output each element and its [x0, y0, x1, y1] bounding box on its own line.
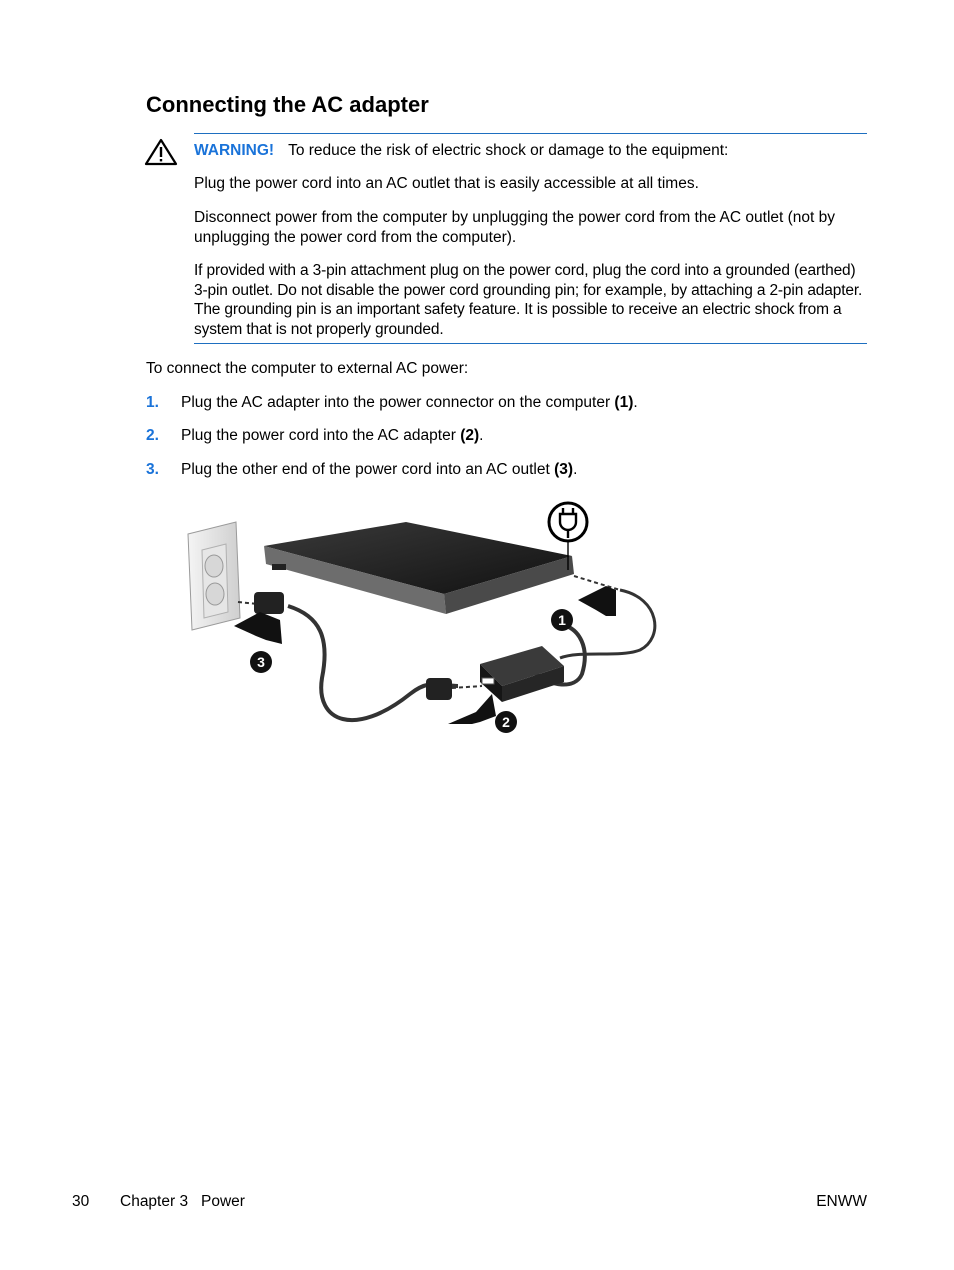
callout-3 [250, 651, 272, 673]
page-number: 30 [72, 1193, 90, 1210]
step-text: Plug the power cord into the AC adapter (2). [181, 427, 484, 444]
step-text: Plug the other end of the power cord into an AC outlet (3). [181, 461, 578, 478]
svg-text:3: 3 [257, 654, 265, 670]
ac-adapter-brick [480, 646, 564, 702]
svg-text:1: 1 [558, 612, 566, 628]
step-number: 3. [146, 461, 159, 478]
step-text: Plug the AC adapter into the power connector on the computer (1). [181, 394, 638, 411]
callout-1 [551, 609, 573, 631]
step-number: 2. [146, 427, 159, 444]
warning-paragraph: Plug the power cord into an AC outlet that is easily accessible at all times. [194, 175, 699, 192]
intro-text: To connect the computer to external AC power: [146, 360, 469, 377]
warning-bottom-rule [194, 343, 867, 344]
step-number: 1. [146, 394, 159, 411]
warning-intro-text: To reduce the risk of electric shock or damage to the equipment: [288, 142, 729, 159]
ac-adapter-illustration [180, 498, 680, 740]
warning-top-rule [194, 133, 867, 134]
footer-enww: ENWW [816, 1193, 867, 1210]
wall-outlet [188, 522, 240, 630]
warning-triangle-icon [144, 138, 178, 166]
warning-label: WARNING! [194, 142, 275, 159]
callout-2 [495, 711, 517, 733]
laptop [264, 522, 574, 614]
svg-text:2: 2 [502, 714, 510, 730]
page-title: Connecting the AC adapter [146, 92, 429, 117]
chapter-label: Chapter 3 Power [120, 1193, 245, 1210]
warning-paragraph: Disconnect power from the computer by unplugging the power cord from the AC outlet (not by unplugging the power cord from the computer). [194, 209, 836, 246]
warning-intro [194, 141, 728, 161]
warning-paragraph: If provided with a 3-pin attachment plug on the power cord, plug the cord into a grounded (earthed) 3-pin outlet. Do not disable the power cord grounding pin; for example, by attaching a 2-pin adapter. The grounding pin is an important safety feature. It is possible to receive an electric shock from a system that is not properly grounded. [194, 262, 863, 338]
